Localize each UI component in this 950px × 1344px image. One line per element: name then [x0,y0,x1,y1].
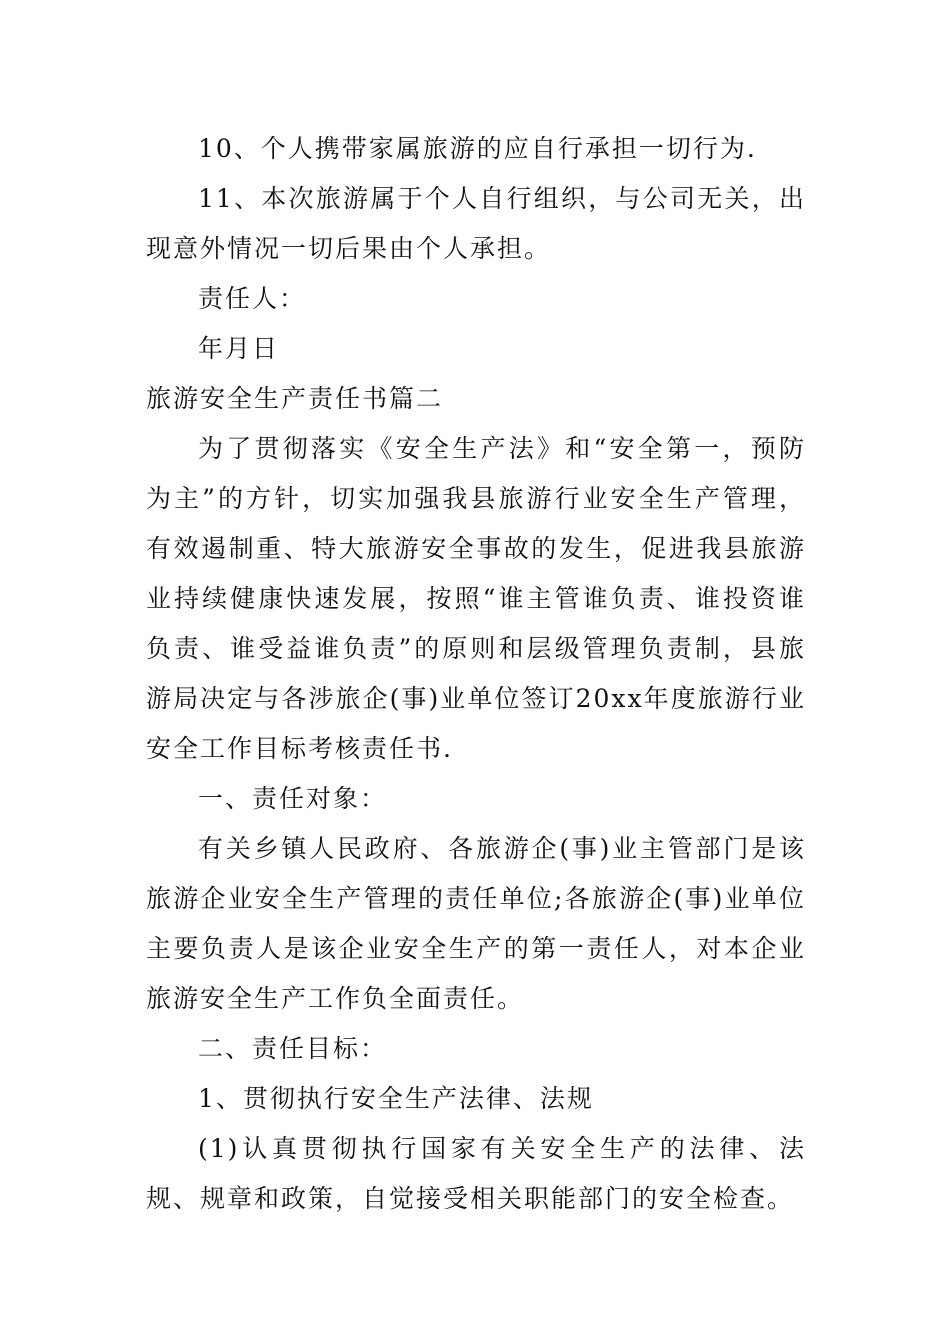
document-body [146,124,806,1224]
target-subitem-1: (1)认真贯彻执行国家有关安全生产的法律、法规、规章和政策，自觉接受相关职能部门的安全检查。 [146,1134,806,1213]
responsibility-target-heading: 二、责任目标： [198,1034,388,1063]
paragraph-item-10: 10、个人携带家属旅游的应自行承担一切行为. [198,134,757,163]
section-heading: 旅游安全生产责任书篇二 [146,384,444,413]
responsibility-object-paragraph: 有关乡镇人民政府、各旅游企(事)业主管部门是该旅游企业安全生产管理的责任单位;各旅游企(事)业单位主要负责人是该企业安全生产的第一责任人，对本企业旅游安全生产工作负全面责任。 [146,834,806,1013]
date-line: 年月日 [198,334,280,363]
responsibility-object-heading: 一、责任对象： [198,784,388,813]
intro-paragraph: 为了贯彻落实《安全生产法》和“安全第一，预防为主”的方针，切实加强我县旅游行业安全生产管理，有效遏制重、特大旅游安全事故的发生，促进我县旅游业持续健康快速发展，按照“谁主管谁负责、谁投资谁负责、谁受益谁负责”的原则和层级管理负责制，县旅游局决定与各涉旅企(事)业单位签订20xx年度旅游行业安全工作目标考核责任书. [146,434,806,763]
target-item-1: 1、贯彻执行安全生产法律、法规 [198,1084,594,1113]
paragraph-item-11: 11、本次旅游属于个人自行组织，与公司无关，出现意外情况一切后果由个人承担。 [146,184,806,263]
responsible-person-line: 责任人： [198,284,307,313]
